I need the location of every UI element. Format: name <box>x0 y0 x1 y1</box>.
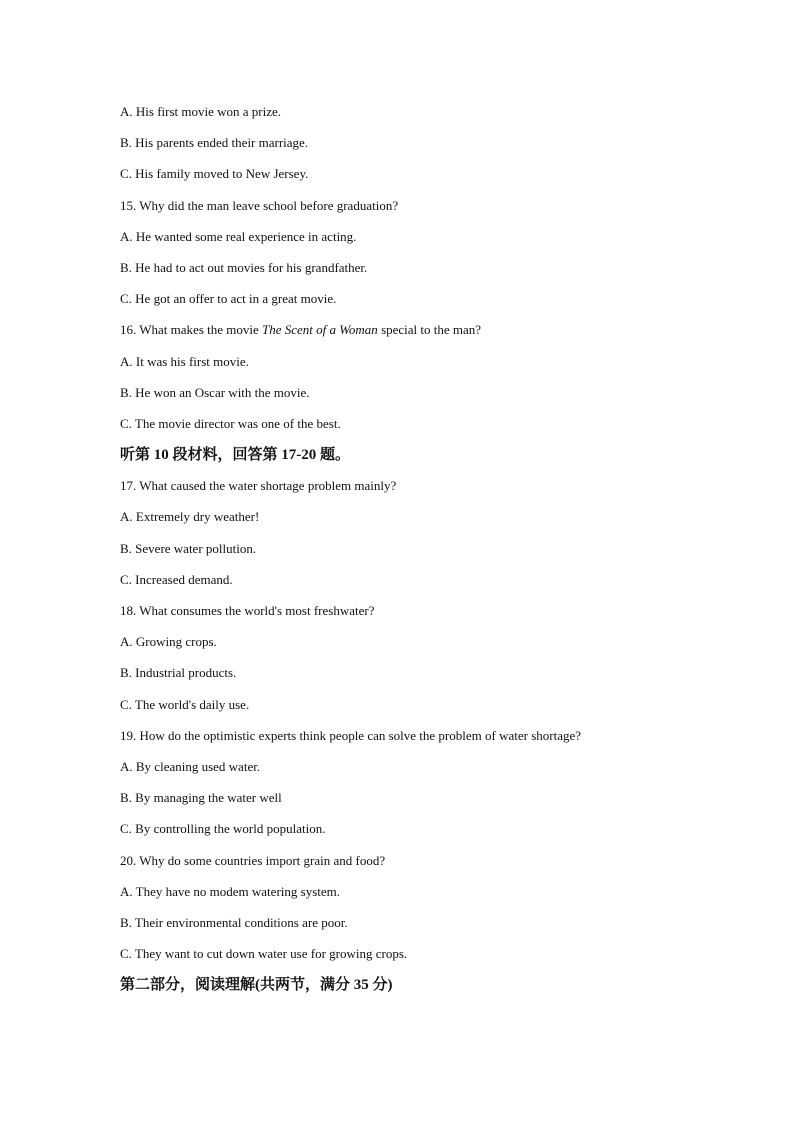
movie-title: The Scent of a Woman <box>262 322 378 338</box>
question-16 <box>120 321 680 352</box>
option-c-new-jersey: C. His family moved to New Jersey. <box>120 166 309 182</box>
option-20a: A. They have no modem watering system. <box>120 883 340 899</box>
question-19: 19. How do the optimistic experts think people can solve the problem of water shortage? <box>120 727 582 743</box>
option-15b: B. He had to act out movies for his grandfather. <box>120 259 368 275</box>
option-15a: A. He wanted some real experience in acting. <box>120 228 357 244</box>
option-b-marriage: B. His parents ended their marriage. <box>120 135 309 151</box>
section-heading-passage-10: 听第 10 段材料，回答第 17-20 题。 <box>120 447 350 464</box>
question-15: 15. Why did the man leave school before graduation? <box>120 197 399 213</box>
option-19b: B. By managing the water well <box>120 790 282 806</box>
option-16a: A. It was his first movie. <box>120 353 249 369</box>
option-18a: A. Growing crops. <box>120 634 217 650</box>
option-15c: C. He got an offer to act in a great movie. <box>120 291 337 307</box>
option-16b: B. He won an Oscar with the movie. <box>120 384 310 400</box>
option-18b: B. Industrial products. <box>120 665 237 681</box>
option-17a: A. Extremely dry weather! <box>120 509 260 525</box>
question-17: 17. What caused the water shortage problem mainly? <box>120 478 397 494</box>
question-18: 18. What consumes the world's most freshwater? <box>120 603 375 618</box>
section-heading-reading: 第二部分，阅读理解(共两节，满分 35 分) <box>120 977 393 994</box>
option-19c: C. By controlling the world population. <box>120 821 326 837</box>
option-19a: A. By cleaning used water. <box>120 758 261 774</box>
question-20: 20. Why do some countries import grain and food? <box>120 852 386 868</box>
exam-page <box>120 103 680 1007</box>
option-a-prize: A. His first movie won a prize. <box>120 104 282 119</box>
option-17c: C. Increased demand. <box>120 571 233 587</box>
option-20b: B. Their environmental conditions are poor. <box>120 914 348 930</box>
option-18c: C. The world's daily use. <box>120 696 250 712</box>
option-20c: C. They want to cut down water use for growing crops. <box>120 946 408 962</box>
option-17b: B. Severe water pollution. <box>120 540 257 556</box>
option-16c: C. The movie director was one of the best. <box>120 415 341 431</box>
question-16-suffix: special to the man? <box>377 322 482 338</box>
question-16-prefix: 16. What makes the movie <box>120 322 263 338</box>
